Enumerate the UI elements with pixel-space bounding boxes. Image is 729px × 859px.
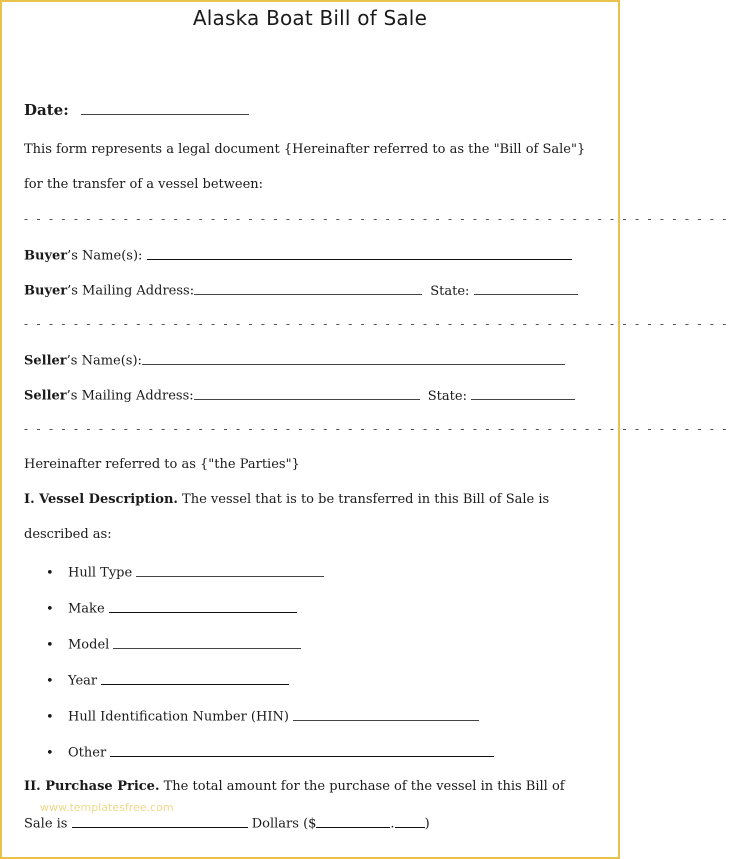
parties-line: Hereinafter referred to as {"the Parties"} [24,457,300,472]
separator-1: - - - - - - - - - - - - - - - - - - - - - - - - - - - - - - - - - - - - - - - - - - - - - - - - - - - - - - - - - [24,212,729,226]
vessel-heading: I. Vessel Description. [24,492,178,507]
buyer-state-label: State: [430,283,470,299]
seller-address-row [24,387,575,404]
price-text: The total amount for the purchase of the vessel in this Bill of [159,779,565,794]
seller-state-field[interactable] [471,387,575,400]
year-label: Year [68,673,98,689]
amount-words-field[interactable] [72,815,248,828]
bullet-hull-type [46,564,324,581]
purchase-price-row [24,779,565,794]
model-field[interactable] [113,636,301,649]
intro-line-2: for the transfer of a vessel between: [24,177,264,192]
separator-3: - - - - - - - - - - - - - - - - - - - - - - - - - - - - - - - - - - - - - - - - - - - - - - - - - - - - - - - - - [24,422,729,436]
seller-state-label: State: [427,388,467,404]
intro-line-1: This form represents a legal document {Hereinafter referred to as the "Bill of Sale"} [24,142,586,157]
buyer-address-label-rest: ’s Mailing Address: [67,283,195,299]
vessel-text: The vessel that is to be transferred in this Bill of Sale is [177,492,550,507]
bullet-other [46,744,494,761]
bullet-make [46,600,297,617]
date-row [24,101,249,119]
bullet-dot: • [46,745,54,761]
buyer-name-row [24,247,572,264]
buyer-name-label-rest: ’s Name(s): [67,248,143,264]
make-field[interactable] [109,600,297,613]
hull-type-label: Hull Type [68,565,133,581]
bullet-dot: • [46,709,54,725]
bullet-model [46,636,301,653]
year-field[interactable] [101,672,289,685]
other-field[interactable] [110,744,494,757]
buyer-state-field[interactable] [474,282,578,295]
buyer-address-field[interactable] [194,282,422,295]
buyer-name-label-bold: Buyer [24,248,68,264]
seller-name-field[interactable] [142,352,565,365]
described-as: described as: [24,527,112,542]
price-heading: II. Purchase Price. [24,779,160,794]
bullet-dot: • [46,601,54,617]
dollars-field[interactable] [316,815,390,828]
bullet-dot: • [46,565,54,581]
bullet-dot: • [46,637,54,653]
buyer-address-label-bold: Buyer [24,283,68,299]
hin-field[interactable] [293,708,479,721]
bullet-dot: • [46,673,54,689]
date-field[interactable] [81,102,249,115]
seller-name-label-rest: ’s Name(s): [66,353,142,369]
watermark-text: www.templatesfree.com [40,801,174,814]
cents-separator: . [390,816,395,832]
sale-amount-row [24,815,430,832]
separator-2: - - - - - - - - - - - - - - - - - - - - - - - - - - - - - - - - - - - - - - - - - - - - - - - - - - - - - - - - - [24,317,729,331]
hull-type-field[interactable] [136,564,324,577]
cents-field[interactable] [395,815,425,828]
hin-label: Hull Identification Number (HIN) [68,709,289,725]
seller-name-row [24,352,565,369]
seller-address-label-rest: ’s Mailing Address: [66,388,194,404]
seller-address-label-bold: Seller [24,388,67,404]
seller-address-field[interactable] [194,387,420,400]
close-paren: ) [424,816,430,832]
buyer-name-field[interactable] [147,247,572,260]
vessel-description-row [24,492,549,507]
bullet-hin [46,708,479,725]
date-label: Date: [24,101,69,119]
sale-is-label: Sale is [24,816,68,832]
model-label: Model [68,637,110,653]
make-label: Make [68,601,105,617]
bullet-year [46,672,289,689]
buyer-address-row [24,282,578,299]
other-label: Other [68,745,107,761]
document-title: Alaska Boat Bill of Sale [192,6,428,30]
seller-name-label-bold: Seller [24,353,67,369]
dollars-label: Dollars ($ [247,816,317,832]
